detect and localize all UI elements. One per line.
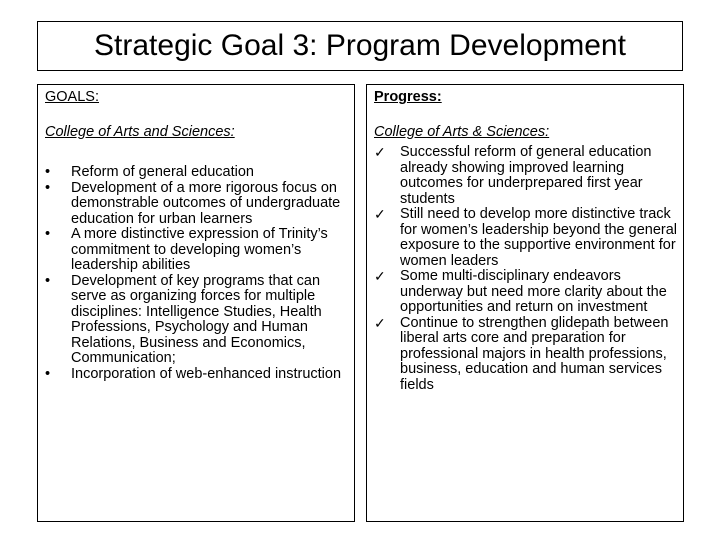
page-title: Strategic Goal 3: Program Development xyxy=(94,29,626,62)
progress-list xyxy=(367,145,683,393)
goals-subheader: College of Arts and Sciences: xyxy=(45,124,235,140)
progress-header: Progress: xyxy=(374,89,442,105)
list-item: ✓ Continue to strengthen glidepath between liberal arts core and preparation for professional majors in health professions, business, education and human services fields xyxy=(374,314,669,393)
list-item: • Incorporation of web-enhanced instruction xyxy=(45,365,342,382)
checkmark-icon: ✓ xyxy=(374,314,386,331)
list-item: ✓ Successful reform of general education already showing improved learning outcomes for underprepared first year students xyxy=(374,144,652,207)
bullet-icon: • xyxy=(45,179,51,196)
goals-header: GOALS: xyxy=(45,89,99,105)
list-item: • Development of key programs that can serve as organizing forces for multiple disciplines: Intelligence Studies, Health Professions, Psychology and Human Relations, Business and Economics, Communication; xyxy=(45,272,322,366)
list-item: • A more distinctive expression of Trinity’s commitment to developing women’s leadership abilities xyxy=(45,226,328,273)
bullet-icon: • xyxy=(45,164,51,180)
list-item: ✓ Still need to develop more distinctive track for women’s leadership beyond the general exposure to the supportive environment for women leaders xyxy=(374,206,678,269)
bullet-icon: • xyxy=(45,365,51,382)
checkmark-icon: ✓ xyxy=(374,268,386,284)
progress-panel xyxy=(366,84,684,522)
bullet-icon: • xyxy=(45,272,51,289)
list-item: ✓ Some multi-disciplinary endeavors underway but need more clarity about the opportunities and return on investment xyxy=(374,268,667,315)
list-item: • Development of a more rigorous focus on demonstrable outcomes of undergraduate education for urban learners xyxy=(45,179,341,227)
title-box xyxy=(37,21,683,71)
goals-panel xyxy=(37,84,355,522)
checkmark-icon: ✓ xyxy=(374,206,386,222)
bullet-icon: • xyxy=(45,226,51,242)
progress-subheader: College of Arts & Sciences: xyxy=(374,124,550,140)
goals-list xyxy=(38,165,350,382)
checkmark-icon: ✓ xyxy=(374,144,386,160)
list-item: • Reform of general education xyxy=(45,164,254,180)
